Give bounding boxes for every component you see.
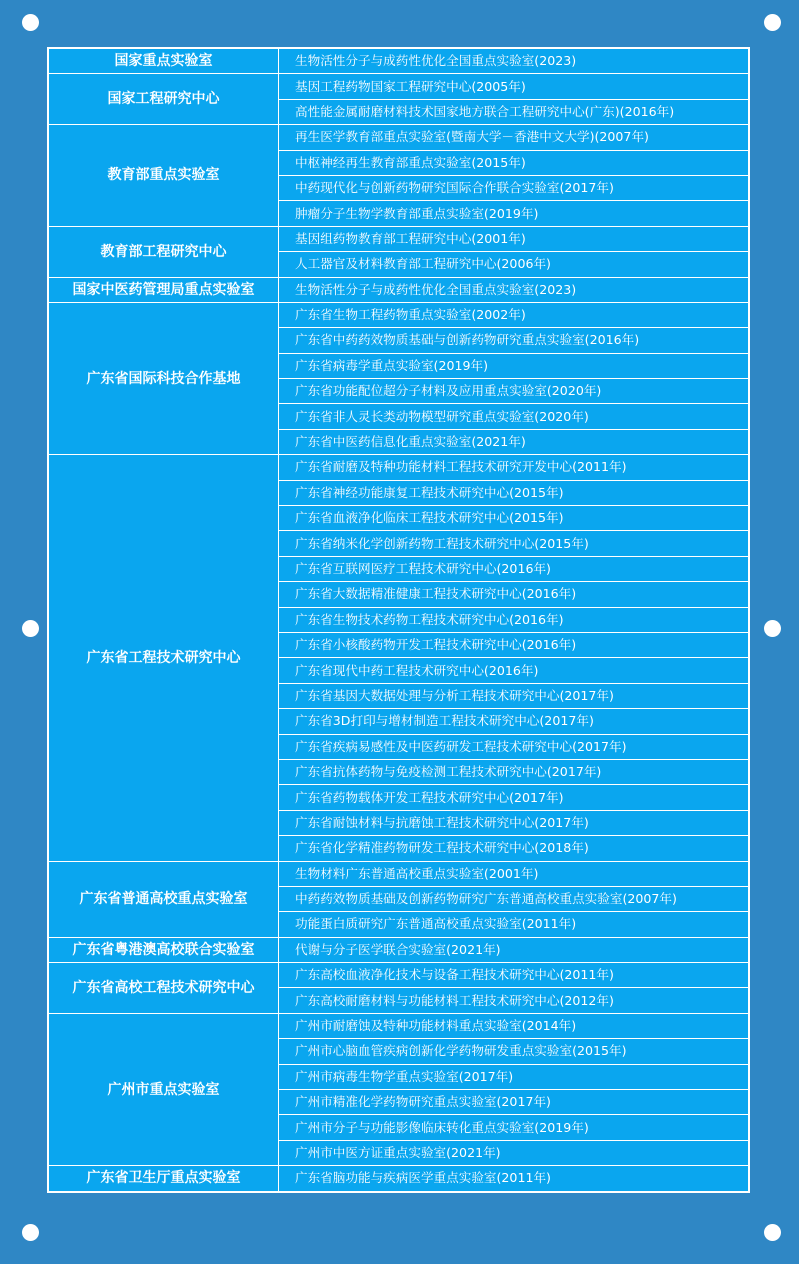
corner-pin-top-left — [22, 14, 39, 31]
lab-item-cell: 广东省中药药效物质基础与创新药物研究重点实验室(2016年) — [279, 328, 749, 353]
corner-pin-top-right — [764, 14, 781, 31]
corner-pin-bottom-right — [764, 1224, 781, 1241]
lab-item-cell: 生物活性分子与成药性优化全国重点实验室(2023) — [279, 277, 749, 302]
table-row — [49, 963, 749, 988]
lab-item-cell: 广东省小核酸药物开发工程技术研究中心(2016年) — [279, 632, 749, 657]
category-cell: 教育部工程研究中心 — [49, 226, 279, 277]
table-row — [49, 302, 749, 327]
table-row — [49, 455, 749, 480]
lab-item-cell: 广东省化学精准药物研发工程技术研究中心(2018年) — [279, 836, 749, 861]
table-row — [49, 1013, 749, 1038]
side-pin-right — [764, 620, 781, 637]
category-cell: 国家重点实验室 — [49, 49, 279, 74]
lab-item-cell: 人工器官及材料教育部工程研究中心(2006年) — [279, 252, 749, 277]
lab-item-cell: 广东高校耐磨材料与功能材料工程技术研究中心(2012年) — [279, 988, 749, 1013]
lab-item-cell: 生物活性分子与成药性优化全国重点实验室(2023) — [279, 49, 749, 74]
category-cell: 广州市重点实验室 — [49, 1013, 279, 1165]
table-row — [49, 226, 749, 251]
category-cell: 广东省高校工程技术研究中心 — [49, 963, 279, 1014]
lab-item-cell: 广东省基因大数据处理与分析工程技术研究中心(2017年) — [279, 683, 749, 708]
lab-item-cell: 广东省耐蚀材料与抗磨蚀工程技术研究中心(2017年) — [279, 810, 749, 835]
lab-item-cell: 广东省纳米化学创新药物工程技术研究中心(2015年) — [279, 531, 749, 556]
lab-item-cell: 广州市分子与功能影像临床转化重点实验室(2019年) — [279, 1115, 749, 1140]
lab-item-cell: 广东省血液净化临床工程技术研究中心(2015年) — [279, 506, 749, 531]
lab-item-cell: 广州市精准化学药物研究重点实验室(2017年) — [279, 1090, 749, 1115]
table-row — [49, 1166, 749, 1191]
lab-item-cell: 广东省互联网医疗工程技术研究中心(2016年) — [279, 556, 749, 581]
table-row — [49, 49, 749, 74]
category-cell: 国家中医药管理局重点实验室 — [49, 277, 279, 302]
lab-item-cell: 广东省3D打印与增材制造工程技术研究中心(2017年) — [279, 709, 749, 734]
lab-item-cell: 中药药效物质基础及创新药物研究广东普通高校重点实验室(2007年) — [279, 886, 749, 911]
lab-item-cell: 代谢与分子医学联合实验室(2021年) — [279, 937, 749, 962]
lab-item-cell: 广东省药物载体开发工程技术研究中心(2017年) — [279, 785, 749, 810]
lab-item-cell: 广东省生物工程药物重点实验室(2002年) — [279, 302, 749, 327]
category-cell: 广东省粤港澳高校联合实验室 — [49, 937, 279, 962]
lab-item-cell: 广东省病毒学重点实验室(2019年) — [279, 353, 749, 378]
lab-item-cell: 广东省中医药信息化重点实验室(2021年) — [279, 429, 749, 454]
table-row — [49, 937, 749, 962]
category-cell: 国家工程研究中心 — [49, 74, 279, 125]
lab-item-cell: 广州市心脑血管疾病创新化学药物研发重点实验室(2015年) — [279, 1039, 749, 1064]
lab-item-cell: 生物材料广东普通高校重点实验室(2001年) — [279, 861, 749, 886]
lab-item-cell: 广东省疾病易感性及中医药研发工程技术研究中心(2017年) — [279, 734, 749, 759]
category-cell: 教育部重点实验室 — [49, 125, 279, 227]
lab-item-cell: 肿瘤分子生物学教育部重点实验室(2019年) — [279, 201, 749, 226]
lab-item-cell: 广州市中医方证重点实验室(2021年) — [279, 1140, 749, 1165]
lab-item-cell: 广州市病毒生物学重点实验室(2017年) — [279, 1064, 749, 1089]
table-row — [49, 277, 749, 302]
lab-table — [48, 48, 749, 1192]
lab-item-cell: 广东省大数据精准健康工程技术研究中心(2016年) — [279, 582, 749, 607]
lab-item-cell: 广州市耐磨蚀及特种功能材料重点实验室(2014年) — [279, 1013, 749, 1038]
lab-item-cell: 广东省现代中药工程技术研究中心(2016年) — [279, 658, 749, 683]
category-cell: 广东省普通高校重点实验室 — [49, 861, 279, 937]
corner-pin-bottom-left — [22, 1224, 39, 1241]
category-cell: 广东省国际科技合作基地 — [49, 302, 279, 454]
lab-item-cell: 广东省耐磨及特种功能材料工程技术研究开发中心(2011年) — [279, 455, 749, 480]
lab-item-cell: 广东省非人灵长类动物模型研究重点实验室(2020年) — [279, 404, 749, 429]
lab-item-cell: 基因组药物教育部工程研究中心(2001年) — [279, 226, 749, 251]
table-row — [49, 74, 749, 99]
lab-item-cell: 高性能金属耐磨材料技术国家地方联合工程研究中心(广东)(2016年) — [279, 99, 749, 124]
lab-item-cell: 广东高校血液净化技术与设备工程技术研究中心(2011年) — [279, 963, 749, 988]
lab-item-cell: 功能蛋白质研究广东普通高校重点实验室(2011年) — [279, 912, 749, 937]
lab-item-cell: 再生医学教育部重点实验室(暨南大学－香港中文大学)(2007年) — [279, 125, 749, 150]
category-cell: 广东省卫生厅重点实验室 — [49, 1166, 279, 1191]
lab-item-cell: 广东省脑功能与疾病医学重点实验室(2011年) — [279, 1166, 749, 1191]
lab-item-cell: 广东省生物技术药物工程技术研究中心(2016年) — [279, 607, 749, 632]
lab-item-cell: 基因工程药物国家工程研究中心(2005年) — [279, 74, 749, 99]
lab-list-panel — [47, 47, 750, 1193]
lab-item-cell: 中枢神经再生教育部重点实验室(2015年) — [279, 150, 749, 175]
lab-item-cell: 广东省神经功能康复工程技术研究中心(2015年) — [279, 480, 749, 505]
lab-item-cell: 中药现代化与创新药物研究国际合作联合实验室(2017年) — [279, 175, 749, 200]
category-cell: 广东省工程技术研究中心 — [49, 455, 279, 861]
lab-item-cell: 广东省功能配位超分子材料及应用重点实验室(2020年) — [279, 379, 749, 404]
table-row — [49, 125, 749, 150]
side-pin-left — [22, 620, 39, 637]
table-row — [49, 861, 749, 886]
lab-item-cell: 广东省抗体药物与免疫检测工程技术研究中心(2017年) — [279, 759, 749, 784]
